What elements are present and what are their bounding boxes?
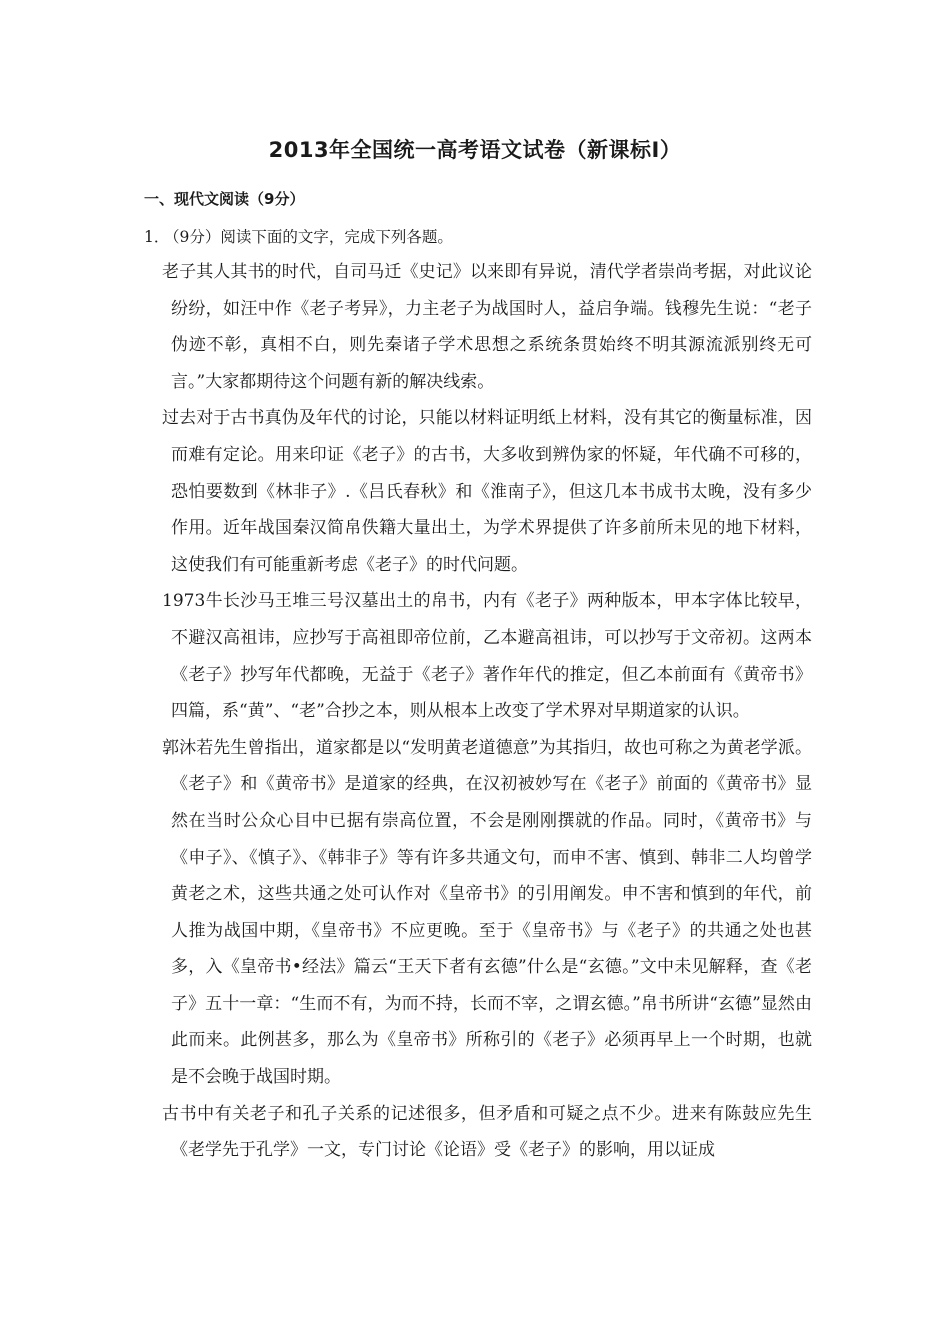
reading-passage — [162, 254, 812, 1169]
passage-paragraph-2: 过去对于古书真伪及年代的讨论，只能以材料证明纸上材料，没有其它的衡量标准，因而难有定论。用来印证《老子》的古书，大多收到辨伪家的怀疑，年代确不可移的，恐怕要数到《林非子》.《吕氏春秋》和《淮南子》，但这几本书成书太晚，没有多少作用。近年战国秦汉简帛佚籍大量出土，为学术界提供了许多前所未见的地下材料，这使我们有可能重新考虑《老子》的时代问题。 — [162, 408, 812, 575]
document-title: 2013年全国统一高考语文试卷（新课标Ⅰ） — [268, 138, 682, 162]
passage-paragraph-3: 1973牛长沙马王堆三号汉墓出土的帛书，内有《老子》两种版本，甲本字体比较早，不避汉高祖讳，应抄写于高祖即帝位前，乙本避高祖讳，可以抄写于文帝初。这两本《老子》抄写年代都晚，无益于《老子》著作年代的推定，但乙本前面有《黄帝书》四篇，系“黄”、“老”合抄之本，则从根本上改变了学术界对早期道家的认识。 — [162, 591, 812, 722]
question-prompt-line — [144, 225, 453, 247]
question-prompt: （9分）阅读下面的文字，完成下列各题。 — [164, 228, 453, 246]
question-number: 1． — [144, 228, 170, 246]
passage-paragraph-5: 古书中有关老子和孔子关系的记述很多，但矛盾和可疑之点不少。进来有陈鼓应先生《老学先于孔学》一文，专门讨论《论语》受《老子》的影响，用以证成 — [162, 1103, 812, 1161]
passage-paragraph-1: 老子其人其书的时代，自司马迁《史记》以来即有异说，清代学者崇尚考据，对此议论纷纷，如汪中作《老子考异》，力主老子为战国时人，益启争端。钱穆先生说：“老子伪迹不彰，真相不白，则先秦诸子学术思想之系统条贯始终不明其源流派别终无可言。”大家都期待这个问题有新的解决线索。 — [162, 262, 812, 392]
passage-paragraph-4: 郭沐若先生曾指出，道家都是以“发明黄老道德意”为其指归，故也可称之为黄老学派。《老子》和《黄帝书》是道家的经典，在汉初被妙写在《老子》前面的《黄帝书》显然在当时公众心目中已据有崇高位置，不会是刚刚撰就的作品。同时，《黄帝书》与《申子》、《慎子》、《韩非子》等有许多共通文句，而申不害、慎到、韩非二人均曾学黄老之术，这些共通之处可认作对《皇帝书》的引用阐发。申不害和慎到的年代，前人推为战国中期，《皇帝书》不应更晚。至于《皇帝书》与《老子》的共通之处也甚多，入《皇帝书•经法》篇云“王天下者有玄德”什么是“玄德。”文中未见解释，查《老子》五十一章：“生而不有，为而不持，长而不宰，之谓玄德。”帛书所讲“玄德”显然由此而来。此例甚多，那么为《皇帝书》所称引的《老子》必须再早上一个时期，也就是不会晚于战国时期。 — [162, 737, 812, 1088]
section-heading: 一、现代文阅读（9分） — [144, 190, 305, 208]
